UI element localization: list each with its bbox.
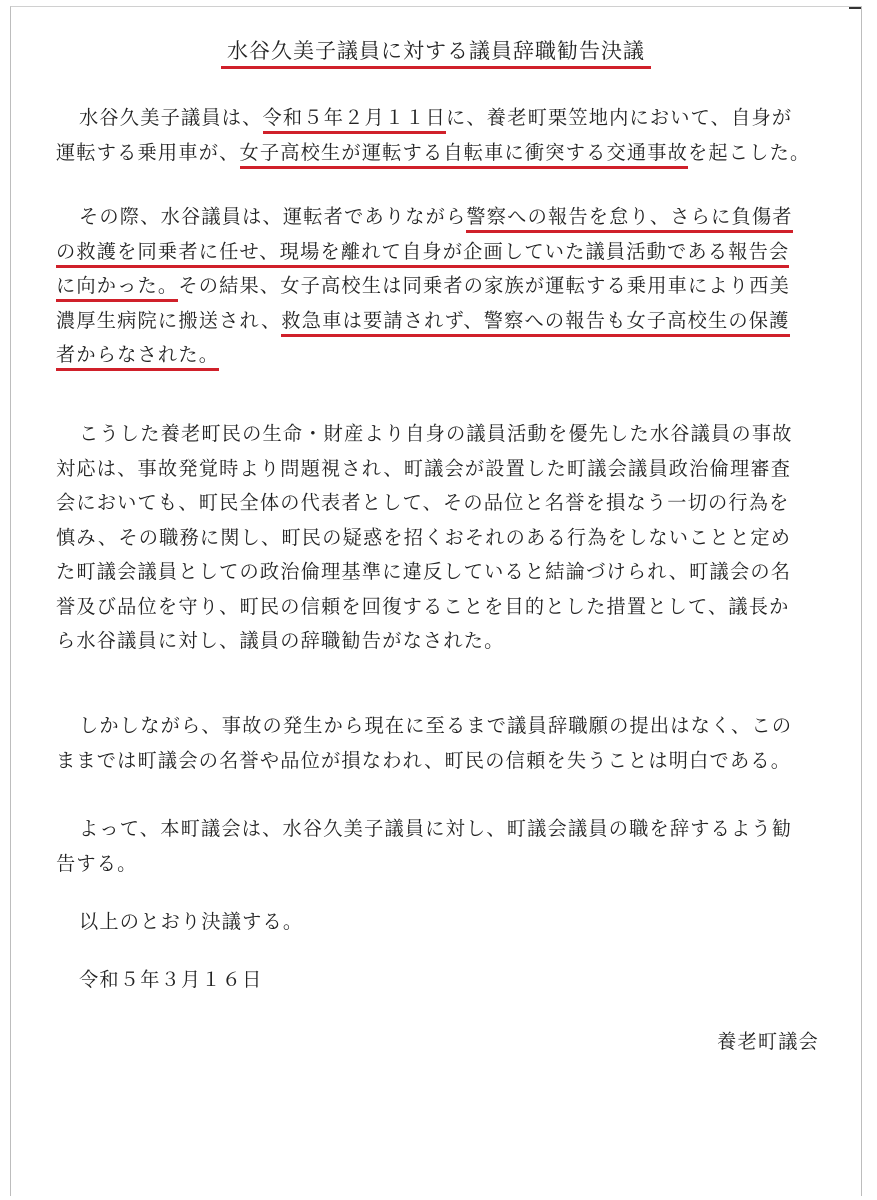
text-segment: その結果、女子高校生は同乗者の家族が運転する乗用車により西美: [178, 274, 790, 297]
paragraph-3-line-1: こうした養老町民の生命・財産より自身の議員活動を優先した水谷議員の事故: [79, 422, 793, 445]
resolution-date: 令和５年３月１６日: [79, 968, 263, 991]
paragraph-2-line-4: [56, 304, 846, 339]
paragraph-3-line-2: 対応は、事故発覚時より問題視され、町議会が設置した町議会議員政治倫理審査: [56, 456, 792, 480]
paragraph-5-line-2: 告する。: [56, 851, 138, 875]
underlined-text: の救護を同乗者に任せ、現場を離れて自身が企画していた議員活動である報告会: [56, 240, 789, 268]
underlined-accident: 女子高校生が運転する自転車に衝突する交通事故: [240, 141, 689, 169]
underlined-text: 救急車は要請されず、警察への報告も女子高校生の保護: [281, 309, 789, 337]
text-segment: 濃厚生病院に搬送され、: [56, 308, 282, 332]
paragraph-2-line-1: [56, 200, 846, 235]
text-segment: 運転する乗用車が、: [56, 140, 240, 164]
paragraph-3-line-5: た町議会議員としての政治倫理基準に違反していると結論づけられ、町議会の名: [56, 560, 792, 583]
text-segment: 水谷久美子議員は、: [79, 106, 263, 129]
paragraph-3-line-4: 慎み、その職務に関し、町民の疑惑を招くおそれのある行為をしないことと定め: [56, 525, 792, 549]
resolution-statement: 以上のとおり決議する。: [79, 910, 304, 933]
text-segment: その際、水谷議員は、運転者でありながら: [79, 205, 467, 228]
document-page: [10, 6, 862, 1196]
paragraph-1-line-1: [56, 101, 846, 136]
document-title: [11, 37, 861, 65]
paragraph-1-line-2: [56, 136, 846, 171]
paragraph-3-line-3: 会においても、町民全体の代表者として、その品位と名誉を損なう一切の行為を: [56, 491, 790, 514]
paragraph-2: [56, 200, 846, 373]
text-segment: に、養老町栗笠地内において、自身が: [446, 106, 793, 129]
paragraph-4: [56, 709, 846, 778]
issuing-organization: 養老町議会: [717, 1030, 819, 1053]
paragraph-3-line-7: ら水谷議員に対し、議員の辞職勧告がなされた。: [56, 629, 505, 652]
paragraph-2-line-2: [56, 235, 846, 270]
paragraph-1: [56, 101, 846, 170]
paragraph-4-line-2: ままでは町議会の名誉や品位が損なわれ、町民の信頼を失うことは明白である。: [56, 748, 792, 772]
underlined-date: 令和５年２月１１日: [263, 106, 447, 134]
paragraph-3-line-6: 誉及び品位を守り、町民の信頼を回復することを目的とした措置として、議長か: [56, 594, 790, 618]
paragraph-3: [56, 417, 846, 659]
paragraph-5: [56, 812, 846, 881]
page-corner-mark: [849, 7, 861, 9]
underlined-text: 警察への報告を怠り、さらに負傷者: [466, 205, 792, 233]
paragraph-2-line-5: [56, 338, 846, 373]
paragraph-2-line-3: [56, 269, 846, 304]
text-segment: を起こした。: [688, 140, 811, 164]
underlined-text: 者からなされた。: [56, 343, 219, 371]
title-text: 水谷久美子議員に対する議員辞職勧告決議: [221, 39, 651, 69]
underlined-text: に向かった。: [56, 274, 178, 302]
paragraph-5-line-1: よって、本町議会は、水谷久美子議員に対し、町議会議員の職を辞するよう勧: [79, 817, 793, 840]
paragraph-4-line-1: しかしながら、事故の発生から現在に至るまで議員辞職願の提出はなく、この: [79, 714, 793, 737]
